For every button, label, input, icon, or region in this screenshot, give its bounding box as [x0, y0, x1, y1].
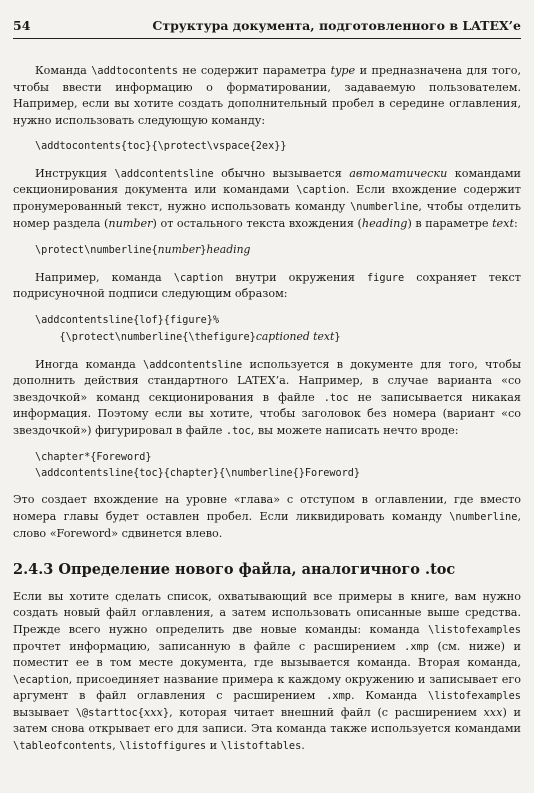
paragraph-starred: Иногда команда \addcontentsline используется в документе для того, чтобы дополнить действия стандартного LATEX’а. Например, в случае варианта «со звездочкой» команд секционирования в файле .toc не записывается никакая информация. Поэтому если вы хотите, чтобы заголовок без номера (вариант «со звездочкой») фигурировал в файле .toc, вы можете написать нечто вроде: — [13, 357, 521, 437]
paragraph-foreword-result: Это создает вхождение на уровне «глава» с отступом в оглавлении, где вместо номера главы будет оставлен пробел. Если ликвидировать команду \numberline, слово «Foreword» сдвинется влево. — [13, 493, 521, 540]
paragraph-addcontentsline: Инструкция \addcontentsline обычно вызывается автоматически командами секционирования документа или командами \caption. Если вхождение содержит пронумерованный текст, нужно использовать команду \numberline, чтобы отделить номер раздела (number) от остального текста вхождения (heading) в параметре text: — [13, 166, 521, 230]
code-block-numberline: \protect\numberline{number}heading — [35, 243, 251, 257]
paragraph-caption: Например, команда \caption внутри окружения figure сохраняет текст подрисуночной подписи следующим образом: — [13, 270, 521, 301]
running-title: Структура документа, подготовленного в LATEX’е — [152, 18, 521, 33]
code-block-vspace: \addtocontents{toc}{\protect\vspace{2ex}} — [35, 141, 287, 153]
page-number: 54 — [13, 18, 31, 33]
inline-command: \addtocontents — [91, 65, 178, 77]
running-header — [13, 18, 521, 36]
code-block-lof: \addcontentsline{lof}{figure}% {\protect\numberline{\thefigure}captioned text} — [35, 314, 341, 344]
header-rule — [13, 38, 521, 39]
paragraph-addtocontents: Команда \addtocontents не содержит параметра type и предназначена для того, чтобы ввести информацию о форматировании, задаваемую пользователем. Например, если вы хотите создать дополнительный пробел в середине оглавления, нужно использовать следующую команду: — [13, 64, 521, 127]
code-block-foreword: \chapter*{Foreword} \addcontentsline{toc}{chapter}{\numberline{}Foreword} — [35, 451, 361, 479]
section-heading: 2.4.3 Определение нового файла, аналогичного .toc — [13, 561, 456, 579]
book-page — [13, 18, 521, 755]
paragraph-new-file: Если вы хотите сделать список, охватывающий все примеры в книге, вам нужно создать новый файл оглавления, а затем использовать описанные выше средства. Прежде всего нужно определить две новые команды: команда \listofexamples прочтет информацию, записанную в файле с расширением .xmp (см. ниже) и поместит ее в том месте документа, где вызывается команда. Вторая команда, \ecaption, присоединяет название примера к каждому окружению и записывает его аргумент в файл оглавления с расширением .xmp. Команда \listofexamples вызывает \@starttoc{xxx}, которая читает внешний файл (с расширением xxx) и затем снова открывает его для записи. Эта команда также используется командами \tableofcontents, \listoffigures и \listoftables. — [13, 589, 521, 753]
